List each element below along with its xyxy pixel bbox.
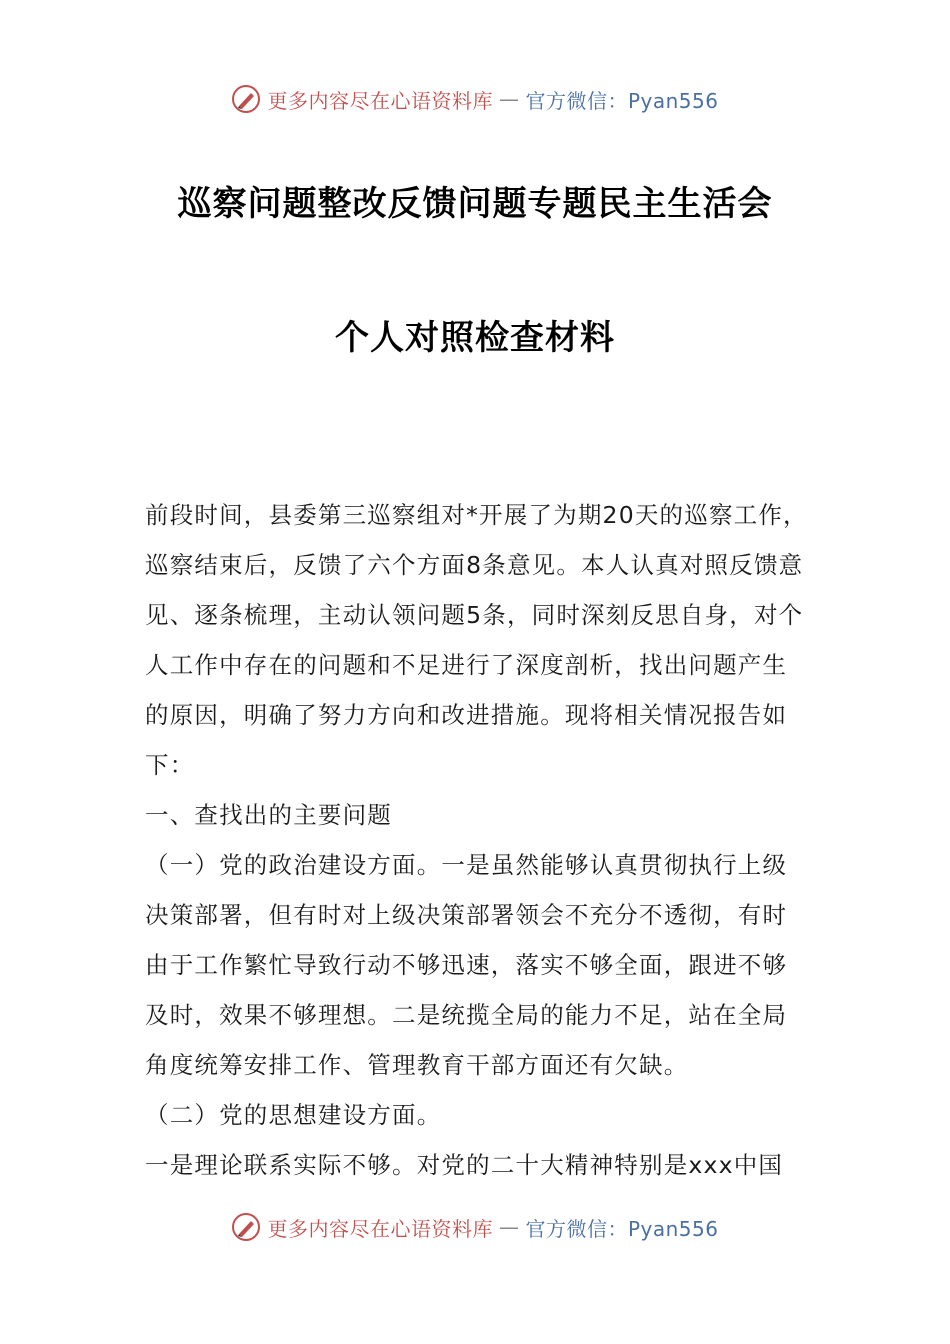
watermark-contact: 官方微信：Pyan556: [525, 88, 719, 113]
watermark-separator: —: [498, 87, 520, 111]
intro-paragraph: 前段时间，县委第三巡察组对*开展了为期20天的巡察工作，巡察结束后，反馈了六个方面8条意见。本人认真对照反馈意见、逐条梳理，主动认领问题5条，同时深刻反思自身，对个人工作中存在的问题和不足进行了深度剖析，找出问题产生的原因，明确了努力方向和改进措施。现将相关情况报告如下：: [145, 501, 808, 779]
watermark-text: 更多内容尽在心语资料库: [267, 88, 493, 113]
pen-logo-icon: [231, 84, 261, 114]
watermark-header: [0, 84, 950, 114]
watermark-text: 更多内容尽在心语资料库: [267, 1216, 493, 1241]
document-body: [145, 490, 810, 1190]
pen-logo-icon: [231, 1212, 261, 1242]
watermark-contact: 官方微信：Pyan556: [525, 1216, 719, 1241]
document-title-line1: 巡察问题整改反馈问题专题民主生活会: [177, 184, 773, 224]
watermark-footer: [0, 1212, 950, 1242]
subsection-ideological-text: 一是理论联系实际不够。对党的二十大精神特别是xxx中国: [145, 1151, 784, 1179]
subsection-ideological-heading: （二）党的思想建设方面。: [145, 1101, 442, 1129]
document-title-line2: 个人对照检查材料: [335, 318, 615, 358]
section-heading: 一、查找出的主要问题: [145, 801, 392, 829]
subsection-political: （一）党的政治建设方面。一是虽然能够认真贯彻执行上级决策部署，但有时对上级决策部署领会不充分不透彻，有时由于工作繁忙导致行动不够迅速，落实不够全面，跟进不够及时，效果不够理想。二是统揽全局的能力不足，站在全局角度统筹安排工作、管理教育干部方面还有欠缺。: [145, 851, 788, 1079]
watermark-separator: —: [498, 1215, 520, 1239]
